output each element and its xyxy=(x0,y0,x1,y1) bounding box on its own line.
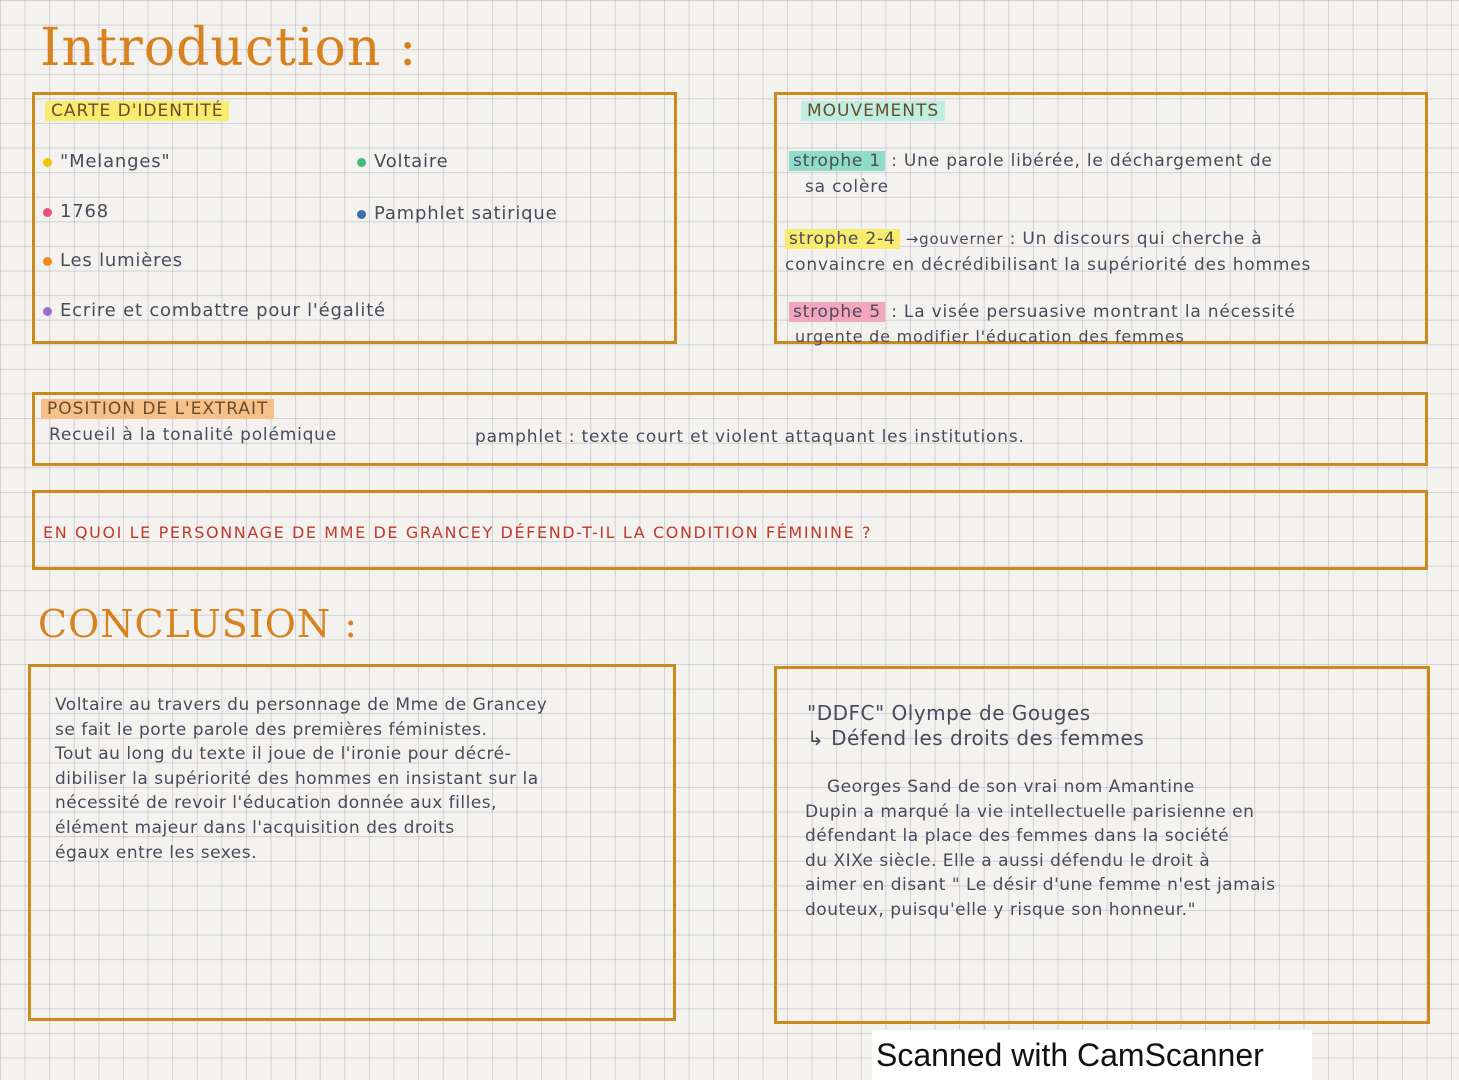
movement-text: convaincre en décrédibilisant la supériorité des hommes xyxy=(785,255,1312,275)
bullet-icon xyxy=(43,257,52,266)
conclusion-line: Voltaire au travers du personnage de Mme de Grancey xyxy=(55,695,548,715)
sand-note xyxy=(805,775,1276,923)
position-left-text: Recueil à la tonalité polémique xyxy=(49,425,338,445)
identity-item-text: Ecrire et combattre pour l'égalité xyxy=(60,300,386,321)
identity-label: CARTE D'IDENTITÉ xyxy=(45,101,229,121)
problematic-question: EN QUOI LE PERSONNAGE DE MME DE GRANCEY DÉFEND-T-IL LA CONDITION FÉMININE ? xyxy=(43,523,873,542)
identity-item xyxy=(43,201,109,222)
movement-text: urgente de modifier l'éducation des femmes xyxy=(795,327,1185,346)
conclusion-line: nécessité de revoir l'éducation donnée aux filles, xyxy=(55,793,498,814)
identity-item xyxy=(357,203,557,224)
identity-box xyxy=(32,92,677,344)
movement-tag: strophe 1 xyxy=(789,151,885,171)
movements-box xyxy=(774,92,1428,344)
note-line: douteux, puisqu'elle y risque son honneur." xyxy=(805,899,1196,920)
movement-text: : Un discours qui cherche à xyxy=(1009,229,1263,249)
bullet-icon xyxy=(357,210,366,219)
conclusion-left-box xyxy=(28,664,676,1021)
movement-tag: strophe 2-4 xyxy=(785,229,900,249)
page-title: Introduction : xyxy=(40,18,418,78)
conclusion-right-box xyxy=(774,666,1430,1024)
movements-label: MOUVEMENTS xyxy=(801,101,945,121)
conclusion-line: élément majeur dans l'acquisition des droits xyxy=(55,817,455,838)
note-line: du XIXe siècle. Elle a aussi défendu le droit à xyxy=(805,850,1211,871)
position-label: POSITION DE L'EXTRAIT xyxy=(41,399,274,419)
movement-tag: strophe 5 xyxy=(789,302,885,322)
movement-text: : La visée persuasive montrant la nécessité xyxy=(891,302,1296,322)
identity-item xyxy=(43,151,170,172)
identity-item-text: Pamphlet satirique xyxy=(374,203,558,224)
identity-item xyxy=(43,250,183,271)
bullet-icon xyxy=(43,307,52,316)
identity-item xyxy=(43,300,386,321)
conclusion-line: se fait le porte parole des premières féministes. xyxy=(55,719,488,740)
position-right-text: pamphlet : texte court et violent attaquant les institutions. xyxy=(475,427,1025,447)
scanner-watermark: Scanned with CamScanner xyxy=(872,1030,1312,1080)
movement-text: : Une parole libérée, le déchargement de xyxy=(891,151,1273,171)
movement-item xyxy=(789,151,1273,171)
identity-item xyxy=(357,151,449,172)
movement-item xyxy=(785,229,1262,249)
conclusion-title: CONCLUSION : xyxy=(38,602,359,646)
conclusion-line: Tout au long du texte il joue de l'ironie pour décré- xyxy=(55,744,512,765)
bullet-icon xyxy=(43,158,52,167)
note-line: aimer en disant " Le désir d'une femme n'est jamais xyxy=(805,875,1276,896)
note-line: Georges Sand de son vrai nom Amantine xyxy=(827,777,1195,797)
note-line: défendant la place des femmes dans la société xyxy=(805,826,1230,847)
identity-item-text: Voltaire xyxy=(374,151,449,172)
bullet-icon xyxy=(43,208,52,217)
movement-text: sa colère xyxy=(805,177,889,197)
identity-item-text: "Melanges" xyxy=(60,151,171,172)
conclusion-paragraph xyxy=(55,693,547,865)
note-line: "DDFC" Olympe de Gouges xyxy=(807,701,1091,725)
conclusion-line: égaux entre les sexes. xyxy=(55,842,258,863)
identity-item-text: Les lumières xyxy=(60,250,183,271)
note-line: ↳ Défend les droits des femmes xyxy=(807,725,1145,750)
note-line: Dupin a marqué la vie intellectuelle parisienne en xyxy=(805,801,1255,822)
bullet-icon xyxy=(357,158,366,167)
conclusion-line: dibiliser la supériorité des hommes en insistant sur la xyxy=(55,768,539,789)
ddfc-note xyxy=(807,701,1144,750)
question-box xyxy=(32,490,1428,570)
movement-arrow: →gouverner xyxy=(905,230,1004,248)
position-box xyxy=(32,392,1428,466)
identity-item-text: 1768 xyxy=(60,201,110,222)
movement-item xyxy=(789,302,1296,322)
